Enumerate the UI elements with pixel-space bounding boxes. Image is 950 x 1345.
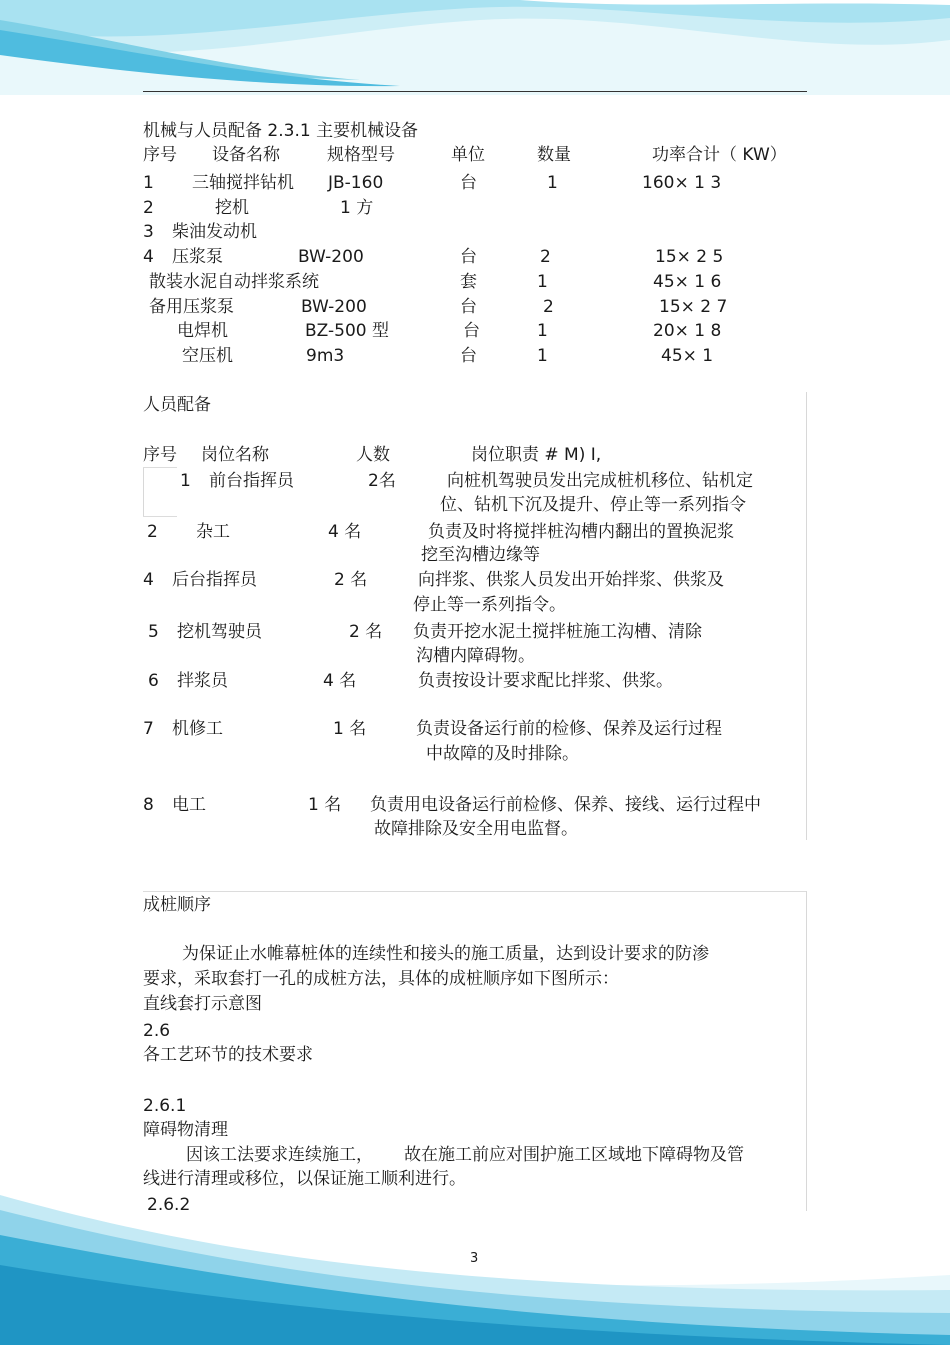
table-cell: 三轴搅拌钻机 [192,173,294,193]
table-cell: 2 名 [334,570,368,590]
table-cell: 沟槽内障碍物。 [416,646,535,666]
table-cell: 4 [143,247,154,267]
table-cell: 1 [180,471,191,491]
table-cell: 1 [537,321,548,341]
table-cell: 160× 1 3 [642,173,722,193]
section-title-2-6: 各工艺环节的技术要求 [143,1045,313,1065]
table-cell: 2 [540,247,551,267]
order-paragraph-line2: 要求，采取套打一孔的成桩方法，具体的成桩顺序如下图所示： [143,969,619,989]
table-cell: 中故障的及时排除。 [426,744,579,764]
table-cell: 台 [460,173,477,193]
table-cell: 电焊机 [177,321,228,341]
table-cell: 1 [537,272,548,292]
table-cell: 2 [143,198,154,218]
table-cell: 向桩机驾驶员发出完成桩机移位、钻机定 [447,471,753,491]
table-cell: 4 名 [328,522,362,542]
table-cell: 故障排除及安全用电监督。 [374,819,578,839]
page-number: 3 [470,1251,479,1266]
table-cell: 向拌浆、供浆人员发出开始拌浆、供浆及 [418,570,724,590]
obstacle-paragraph-line2: 线进行清理或移位，以保证施工顺利进行。 [143,1169,466,1189]
table-cell: 1 名 [333,719,367,739]
staff-col-no: 序号 [143,445,177,465]
table-cell: 4 [143,570,154,590]
table-cell: 1 [143,173,154,193]
table-cell: BW-200 [301,297,367,317]
staff-col-post: 岗位名称 [201,445,269,465]
section-number-2-6-1: 2.6.1 [143,1096,187,1116]
order-paragraph-line1: 为保证止水帷幕桩体的连续性和接头的施工质量，达到设计要求的防渗 [182,944,709,964]
table-cell: 停止等一系列指令。 [413,595,566,615]
table-cell: 空压机 [182,346,233,366]
machines-col-model: 规格型号 [327,145,395,165]
header-rule [143,91,807,92]
table-cell: 3 [143,222,154,242]
figure-caption: 直线套打示意图 [143,994,262,1014]
table-cell: 电工 [172,795,206,815]
machines-col-no: 序号 [143,145,177,165]
table-cell: 5 [148,622,159,642]
table-cell: 15× 2 7 [659,297,728,317]
table-cell: 挖机驾驶员 [177,622,262,642]
table-cell: 压浆泵 [172,247,223,267]
table-cell: 2名 [368,471,396,491]
staff-box-left-bracket [143,467,144,517]
table-cell: BW-200 [298,247,364,267]
table-cell: JB-160 [328,173,384,193]
table-cell: 20× 1 8 [653,321,722,341]
table-cell: 负责按设计要求配比拌浆、供浆。 [418,671,673,691]
table-cell: 2 [543,297,554,317]
obstacle-paragraph-part1: 因该工法要求连续施工， [186,1145,373,1165]
machines-col-power: 功率合计（ KW） [652,145,787,165]
table-cell: 拌浆员 [177,671,228,691]
table-cell: 柴油发动机 [172,222,257,242]
staff-box-bracket-bottom [143,516,177,517]
table-cell: 1 方 [340,198,374,218]
section-number-2-6: 2.6 [143,1021,171,1041]
table-cell: 台 [460,297,477,317]
table-cell: 挖机 [215,198,249,218]
table-cell: 45× 1 6 [653,272,722,292]
table-cell: 杂工 [196,522,230,542]
bottom-wave-decoration [0,1195,950,1345]
table-cell: 挖至沟槽边缘等 [421,545,540,565]
table-cell: 套 [460,272,477,292]
table-cell: 1 名 [308,795,342,815]
table-cell: 7 [143,719,154,739]
table-cell: 备用压浆泵 [149,297,234,317]
machines-col-qty: 数量 [537,145,571,165]
table-cell: 台 [463,321,480,341]
table-cell: 散装水泥自动拌浆系统 [149,272,319,292]
table-cell: 位、钻机下沉及提升、停止等一系列指令 [440,495,746,515]
table-cell: 负责开挖水泥土搅拌桩施工沟槽、清除 [413,622,702,642]
table-cell: 9m3 [306,346,345,366]
table-cell: 6 [148,671,159,691]
staff-col-duty: 岗位职责 # M) I, [471,445,602,465]
table-cell: 2 [147,522,158,542]
top-wave-decoration [0,0,950,95]
table-cell: 负责设备运行前的检修、保养及运行过程 [416,719,722,739]
table-cell: 15× 2 5 [655,247,724,267]
table-cell: 1 [547,173,558,193]
table-cell: BZ-500 型 [305,321,389,341]
table-cell: 前台指挥员 [209,471,294,491]
machines-col-unit: 单位 [451,145,485,165]
staff-box-right-border [806,392,807,840]
staff-heading: 人员配备 [143,395,211,415]
order-box-right-border [806,891,807,1211]
table-cell: 4 名 [323,671,357,691]
order-box-top-border [143,891,807,892]
obstacle-paragraph-part2: 故在施工前应对围护施工区域地下障碍物及管 [404,1145,744,1165]
table-cell: 45× 1 [661,346,714,366]
table-cell: 负责及时将搅拌桩沟槽内翻出的置换泥浆 [428,522,734,542]
table-cell: 台 [460,247,477,267]
table-cell: 台 [460,346,477,366]
staff-box-bracket-top [143,467,177,468]
section-title-2-6-1: 障碍物清理 [143,1120,228,1140]
machines-heading: 机械与人员配备 2.3.1 主要机械设备 [143,121,419,141]
machines-col-name: 设备名称 [212,145,280,165]
order-heading: 成桩顺序 [143,895,211,915]
table-cell: 1 [537,346,548,366]
table-cell: 8 [143,795,154,815]
table-cell: 2 名 [349,622,383,642]
staff-col-count: 人数 [356,445,390,465]
section-number-2-6-2: 2.6.2 [147,1195,191,1215]
table-cell: 负责用电设备运行前检修、保养、接线、运行过程中 [370,795,761,815]
table-cell: 机修工 [172,719,223,739]
table-cell: 后台指挥员 [172,570,257,590]
